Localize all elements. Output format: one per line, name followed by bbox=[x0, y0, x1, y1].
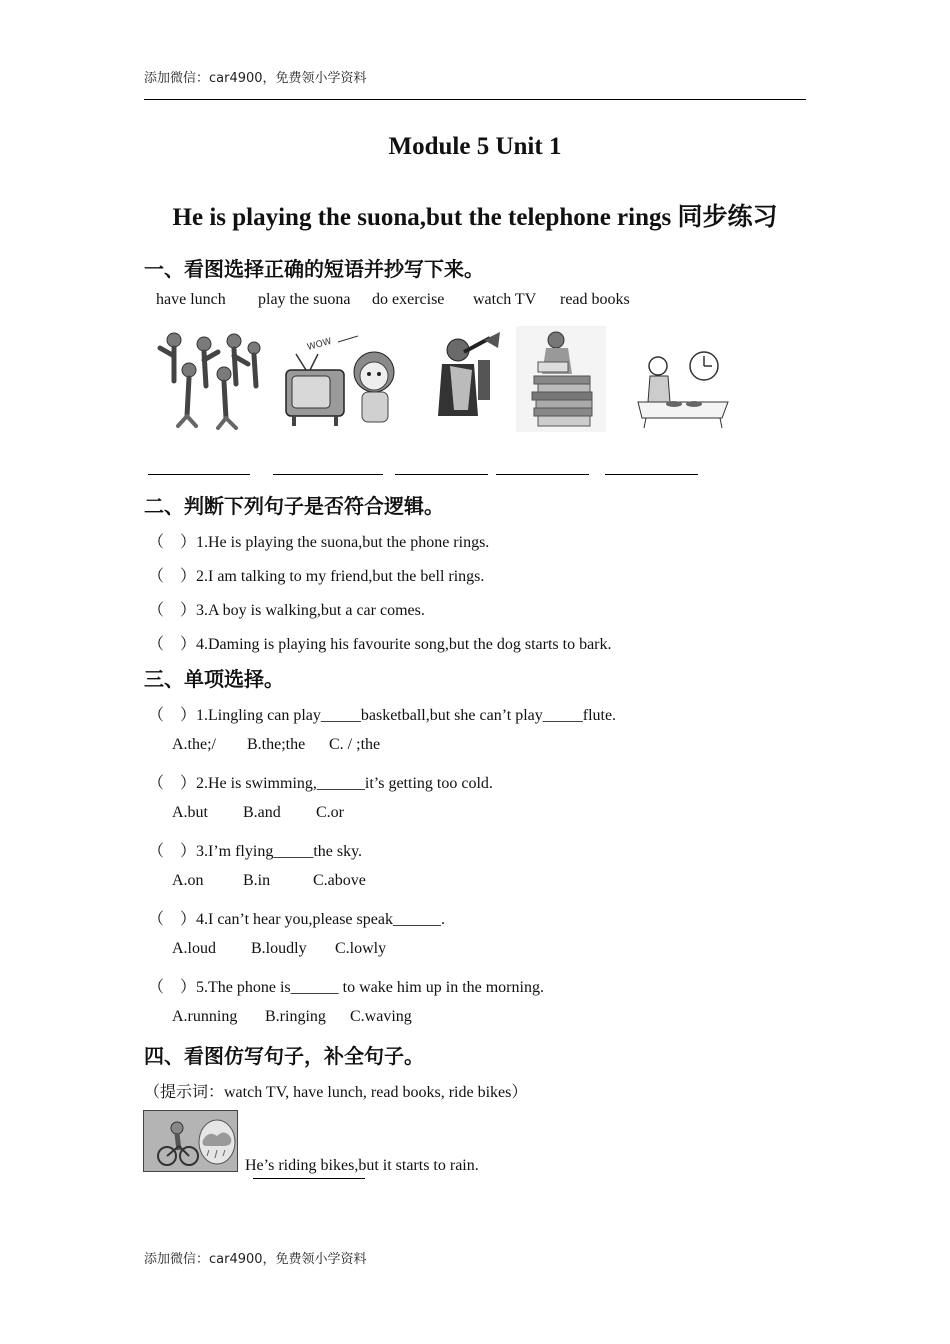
phrase-option: watch TV bbox=[473, 291, 537, 308]
option-b: B.in bbox=[243, 872, 271, 889]
judgement-item: （ ）2.I am talking to my friend,but the bell rings. bbox=[148, 568, 485, 585]
judgement-item: （ ）3.A boy is walking,but a car comes. bbox=[148, 602, 425, 619]
option-b: B.the;the bbox=[247, 736, 306, 753]
exercise-picture bbox=[154, 326, 266, 430]
example-underline bbox=[253, 1178, 365, 1179]
option-c: C.or bbox=[316, 804, 344, 821]
answer-blank[interactable] bbox=[496, 474, 589, 475]
judgement-item: （ ）4.Daming is playing his favourite song,but the dog starts to bark. bbox=[148, 636, 612, 653]
page-subtitle: He is playing the suona,but the telephone rings 同步练习 bbox=[172, 204, 778, 231]
option-c: C.lowly bbox=[335, 940, 387, 957]
option-a: A.loud bbox=[172, 940, 216, 957]
option-a: A.running bbox=[172, 1008, 238, 1025]
answer-blank[interactable] bbox=[273, 474, 383, 475]
hint-words: （提示词：watch TV, have lunch, read books, ride bikes） bbox=[144, 1084, 528, 1101]
ride-bike-rain-picture bbox=[143, 1110, 238, 1172]
phrase-option: do exercise bbox=[372, 291, 445, 308]
section-3-heading: 三、单项选择。 bbox=[144, 667, 284, 691]
read-books-picture bbox=[516, 326, 606, 432]
answer-blank[interactable] bbox=[148, 474, 250, 475]
option-c: C.above bbox=[313, 872, 366, 889]
section-1-heading: 一、看图选择正确的短语并抄写下来。 bbox=[144, 257, 484, 281]
question-stem: （ ）3.I’m flying_____the sky. bbox=[148, 843, 363, 860]
option-c: C.waving bbox=[350, 1008, 412, 1025]
option-b: B.and bbox=[243, 804, 281, 821]
answer-blank[interactable] bbox=[395, 474, 488, 475]
option-c: C. / ;the bbox=[329, 736, 381, 753]
judgement-item: （ ）1.He is playing the suona,but the phone rings. bbox=[148, 534, 490, 551]
watch-tv-picture bbox=[278, 330, 400, 430]
tv-sound-text: WOW bbox=[306, 336, 333, 353]
section-2-heading: 二、判断下列句子是否符合逻辑。 bbox=[144, 494, 444, 518]
phrase-option: play the suona bbox=[258, 291, 351, 308]
question-stem: （ ）2.He is swimming,______it’s getting too cold. bbox=[148, 775, 493, 792]
answer-blank[interactable] bbox=[605, 474, 698, 475]
option-b: B.loudly bbox=[251, 940, 307, 957]
question-stem: （ ）1.Lingling can play_____basketball,but she can’t play_____flute. bbox=[148, 707, 617, 724]
question-stem: （ ）4.I can’t hear you,please speak______. bbox=[148, 911, 445, 928]
example-sentence: He’s riding bikes,but it starts to rain. bbox=[245, 1157, 479, 1174]
footer-note: 添加微信：car4900，免费领小学资料 bbox=[144, 1252, 367, 1267]
option-a: A.the;/ bbox=[172, 736, 216, 753]
section-4-heading: 四、看图仿写句子，补全句子。 bbox=[144, 1044, 424, 1068]
phrase-option: read books bbox=[560, 291, 630, 308]
option-b: B.ringing bbox=[265, 1008, 326, 1025]
header-note: 添加微信：car4900，免费领小学资料 bbox=[144, 71, 367, 86]
option-a: A.on bbox=[172, 872, 204, 889]
option-a: A.but bbox=[172, 804, 208, 821]
question-stem: （ ）5.The phone is______ to wake him up in the morning. bbox=[148, 979, 544, 996]
phrase-option: have lunch bbox=[156, 291, 226, 308]
header-rule bbox=[144, 99, 806, 100]
have-lunch-picture bbox=[634, 346, 732, 430]
play-suona-picture bbox=[428, 330, 504, 422]
page-title: Module 5 Unit 1 bbox=[388, 133, 562, 160]
